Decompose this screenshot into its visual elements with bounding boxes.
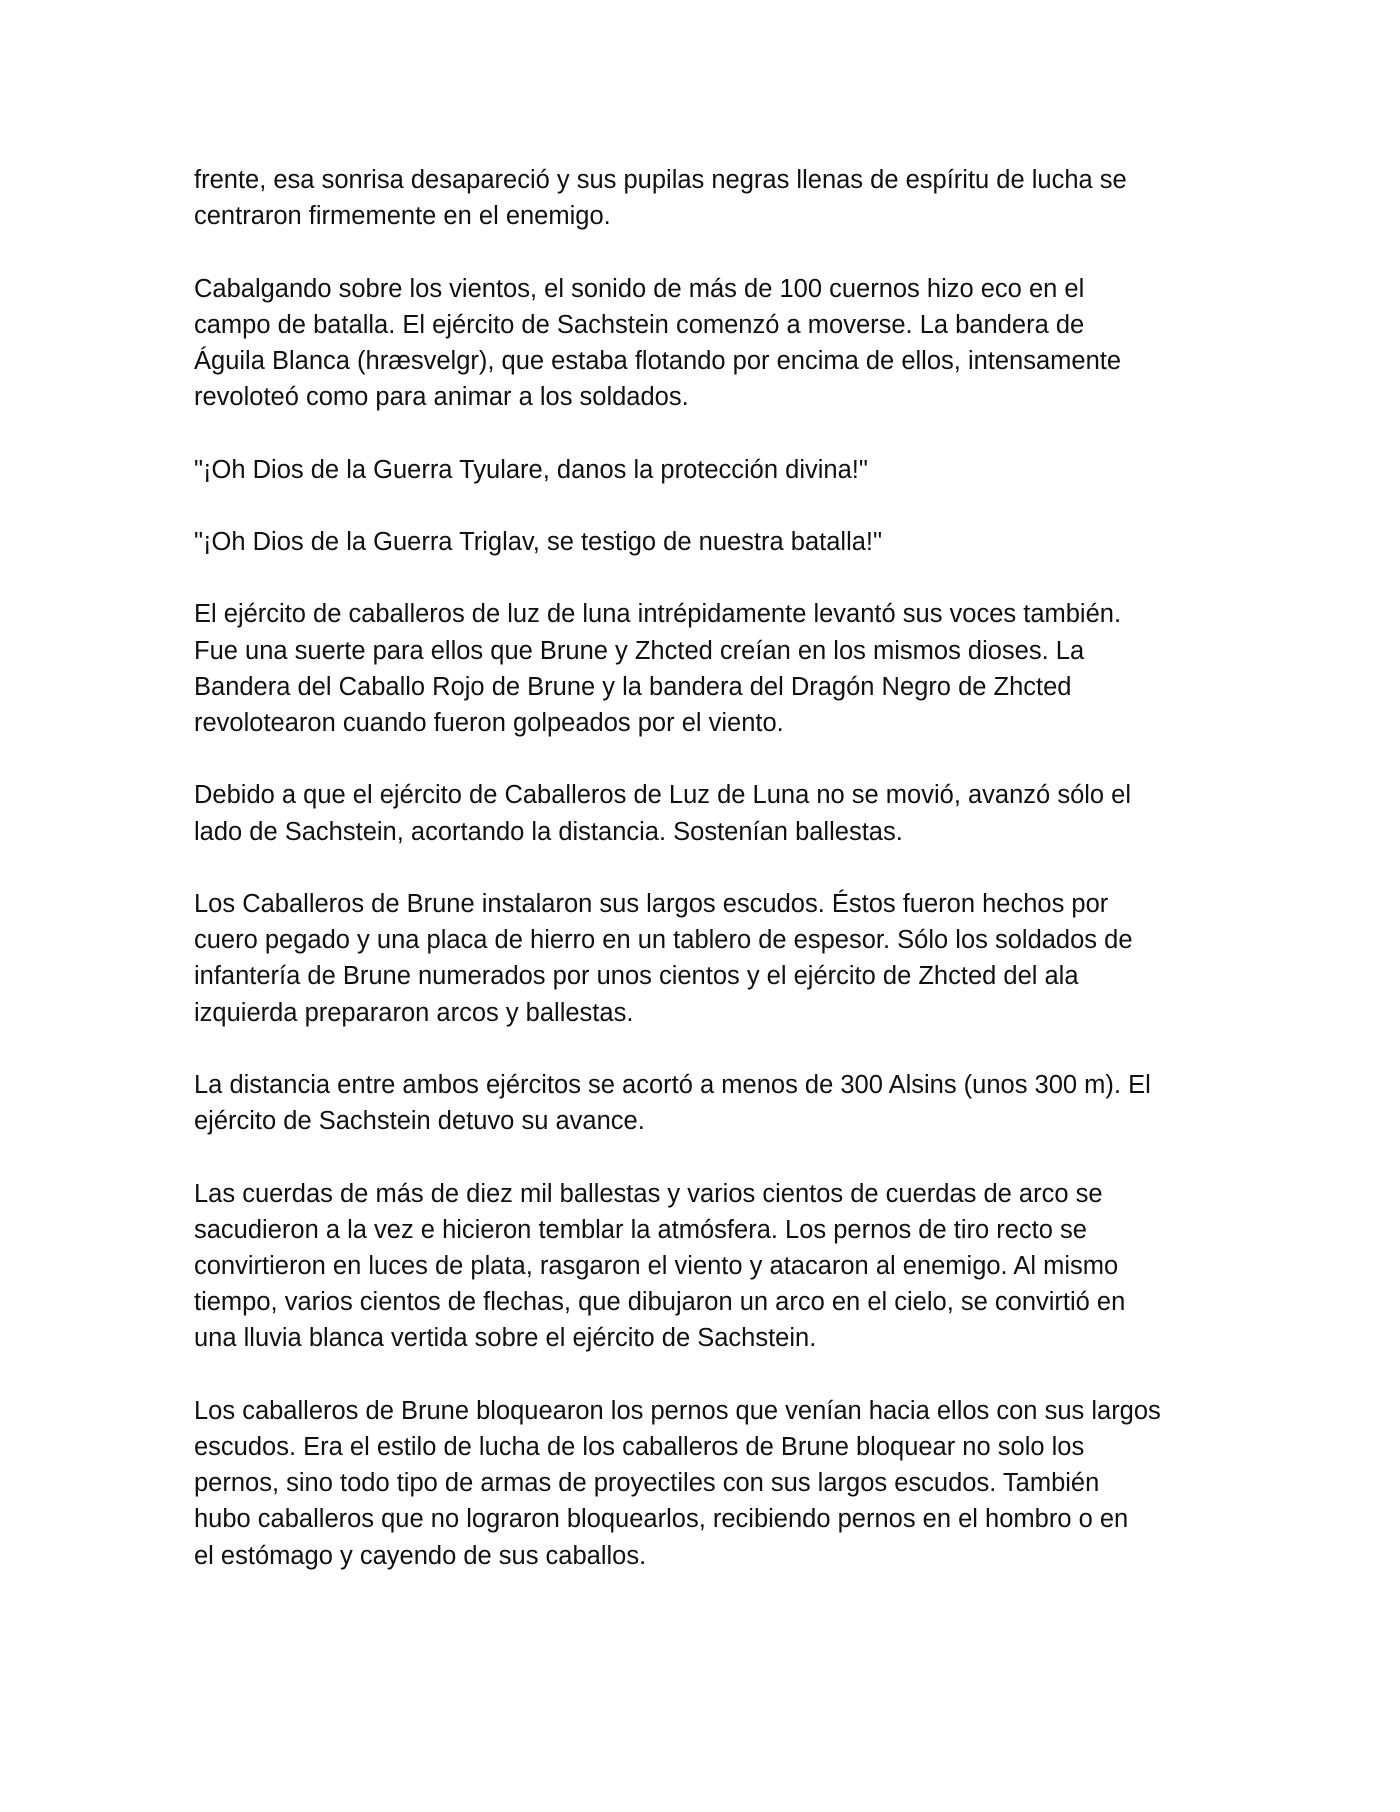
text-line: convirtieron en luces de plata, rasgaron el viento y atacaron al enemigo. Al mismo [194, 1251, 1119, 1280]
text-line: el estómago y cayendo de sus caballos. [194, 1541, 647, 1570]
text-line: Águila Blanca (hræsvelgr), que estaba flotando por encima de ellos, intensamente [194, 347, 1122, 375]
text-line: Las cuerdas de más de diez mil ballestas y varios cientos de cuerdas de arco se [194, 1179, 1103, 1208]
text-line: escudos. Era el estilo de lucha de los caballeros de Brune bloquear no solo los [194, 1432, 1085, 1461]
text-line: izquierda prepararon arcos y ballestas. [194, 998, 634, 1027]
text-line: revolotearon cuando fueron golpeados por el viento. [194, 708, 784, 737]
text-line: tiempo, varios cientos de flechas, que dibujaron un arco en el cielo, se convirtió en [194, 1288, 1126, 1317]
text-line: "¡Oh Dios de la Guerra Tyulare, danos la protección divina!" [194, 455, 868, 484]
text-line: Fue una suerte para ellos que Brune y Zhcted creían en los mismos dioses. La [194, 636, 1085, 665]
paragraph-1 [194, 162, 1234, 234]
text-line: ejército de Sachstein detuvo su avance. [194, 1107, 645, 1136]
text-line: La distancia entre ambos ejércitos se acortó a menos de 300 Alsins (unos 300 m). El [194, 1070, 1151, 1099]
text-line: cuero pegado y una placa de hierro en un tablero de espesor. Sólo los soldados de [194, 926, 1133, 955]
paragraph-7 [194, 886, 1234, 1031]
text-line: campo de batalla. El ejército de Sachstein comenzó a moverse. La bandera de [194, 310, 1085, 339]
text-line: Los caballeros de Brune bloquearon los pernos que venían hacia ellos con sus largos [194, 1396, 1161, 1425]
text-line: pernos, sino todo tipo de armas de proyectiles con sus largos escudos. También [194, 1469, 1100, 1498]
text-line: Los Caballeros de Brune instalaron sus largos escudos. Éstos fueron hechos por [194, 889, 1109, 918]
paragraph-5 [194, 596, 1234, 741]
text-line: frente, esa sonrisa desapareció y sus pupilas negras llenas de espíritu de lucha se [194, 166, 1127, 194]
text-line: Bandera del Caballo Rojo de Brune y la bandera del Dragón Negro de Zhcted [194, 672, 1072, 701]
paragraph-9 [194, 1176, 1234, 1357]
text-line: "¡Oh Dios de la Guerra Triglav, se testigo de nuestra batalla!" [194, 527, 883, 556]
text-line: Debido a que el ejército de Caballeros de Luz de Luna no se movió, avanzó sólo el [194, 781, 1132, 810]
paragraph-10 [194, 1393, 1234, 1574]
text-line: lado de Sachstein, acortando la distancia. Sostenían ballestas. [194, 817, 903, 846]
text-line: infantería de Brune numerados por unos cientos y el ejército de Zhcted del ala [194, 962, 1079, 991]
text-line: una lluvia blanca vertida sobre el ejército de Sachstein. [194, 1324, 817, 1353]
text-line: centraron firmemente en el enemigo. [194, 202, 611, 231]
paragraph-8 [194, 1067, 1234, 1139]
text-line: sacudieron a la vez e hicieron temblar la atmósfera. Los pernos de tiro recto se [194, 1215, 1087, 1244]
document-body [194, 162, 1234, 1610]
paragraph-3 [194, 452, 1234, 488]
paragraph-4 [194, 524, 1234, 560]
text-line: hubo caballeros que no lograron bloquearlos, recibiendo pernos en el hombro o en [194, 1505, 1129, 1534]
paragraph-6 [194, 777, 1234, 849]
paragraph-2 [194, 271, 1234, 416]
text-line: El ejército de caballeros de luz de luna intrépidamente levantó sus voces también. [194, 600, 1122, 629]
text-line: revoloteó como para animar a los soldados. [194, 383, 689, 412]
text-line: Cabalgando sobre los vientos, el sonido de más de 100 cuernos hizo eco en el [194, 274, 1085, 303]
